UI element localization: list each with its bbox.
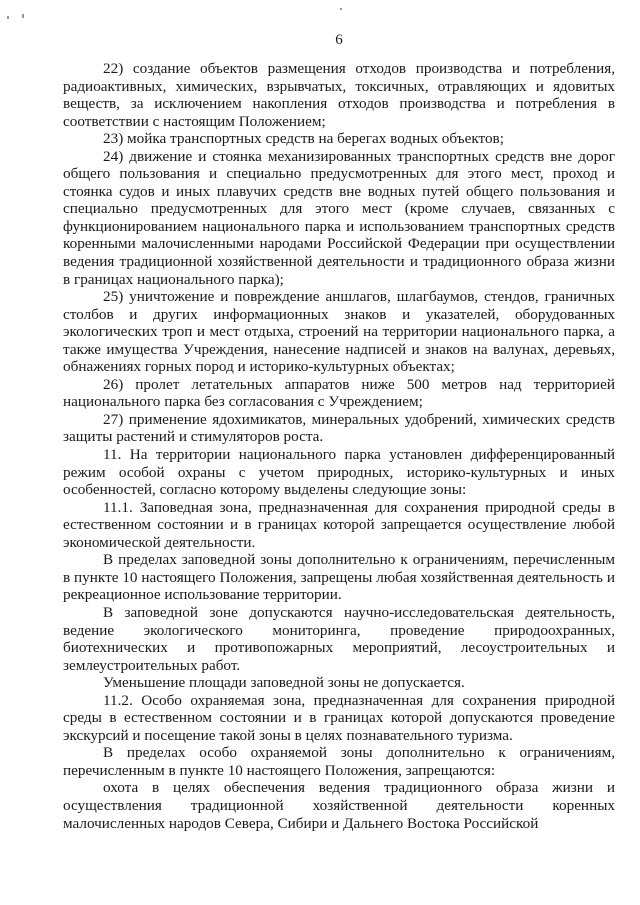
paragraph: 24) движение и стоянка механизированных транспортных средств вне дорог общего пользования и специально предусмотренных для этого мест, проход и стоянка судов и иных плавучих средств вне водных путей общего пользования и специально предусмотренных для этого мест (кроме случаев, связанных с функционированием национального парка и использованием транспортных средств коренными малочисленными народами Российской Федерации при осуществлении ведения традиционной хозяйственной деятельности и традиционного образа жизни в границах национального парка); bbox=[63, 147, 615, 288]
paragraph: 25) уничтожение и повреждение аншлагов, шлагбаумов, стендов, граничных столбов и других информационных знаков и указателей, оборудованных экологических троп и мест отдыха, строений на территории национального парка, а также имущества Учреждения, нанесение надписей и знаков на валунах, деревьях, обнажениях горных пород и историко-культурных объектах; bbox=[63, 288, 615, 376]
paragraph: 11.1. Заповедная зона, предназначенная для сохранения природной среды в естественном состоянии и в границах которой запрещается осуществление любой экономической деятельности. bbox=[63, 498, 615, 551]
paragraph: 11.2. Особо охраняемая зона, предназначенная для сохранения природной среды в естественном состоянии и в границах которой допускаются проведение экскурсий и посещение такой зоны в целях познавательного туризма. bbox=[63, 691, 615, 744]
paragraph: В заповедной зоне допускаются научно-исследовательская деятельность, ведение экологического мониторинга, проведение природоохранных, биотехнических и противопожарных мероприятий, лесоустроительных и землеустроительных работ. bbox=[63, 603, 615, 674]
paragraph: В пределах особо охраняемой зоны дополнительно к ограничениям, перечисленным в пункте 10 настоящего Положения, запрещаются: bbox=[63, 744, 615, 779]
page-number: 6 bbox=[335, 32, 343, 48]
document-body bbox=[63, 60, 615, 832]
scan-mark bbox=[22, 14, 24, 18]
paragraph: 26) пролет летательных аппаратов ниже 500 метров над территорией национального парка без согласования с Учреждением; bbox=[63, 375, 615, 411]
paragraph: 27) применение ядохимикатов, минеральных удобрений, химических средств защиты растений и стимуляторов роста. bbox=[63, 410, 615, 446]
paragraph: 11. На территории национального парка установлен дифференцированный режим особой охраны с учетом природных, историко-культурных и иных особенностей, согласно которому выделены следующие зоны: bbox=[63, 446, 615, 499]
scan-mark bbox=[7, 16, 9, 19]
paragraph: 23) мойка транспортных средств на берегах водных объектов; bbox=[103, 130, 504, 148]
paragraph: 22) создание объектов размещения отходов производства и потребления, радиоактивных, химических, взрывчатых, токсичных, отравляющих и ядовитых веществ, за исключением накопления отходов производства и потребления в соответствии с настоящим Положением; bbox=[63, 60, 615, 130]
paragraph: В пределах заповедной зоны дополнительно к ограничениям, перечисленным в пункте 10 настоящего Положения, запрещены любая хозяйственная деятельность и рекреационное использование территории. bbox=[63, 551, 615, 604]
paragraph: охота в целях обеспечения ведения традиционного образа жизни и осуществления традиционной хозяйственной деятельности коренных малочисленных народов Севера, Сибири и Дальнего Востока Российской bbox=[63, 779, 615, 832]
scan-mark bbox=[340, 8, 342, 10]
paragraph: Уменьшение площади заповедной зоны не допускается. bbox=[103, 674, 465, 692]
